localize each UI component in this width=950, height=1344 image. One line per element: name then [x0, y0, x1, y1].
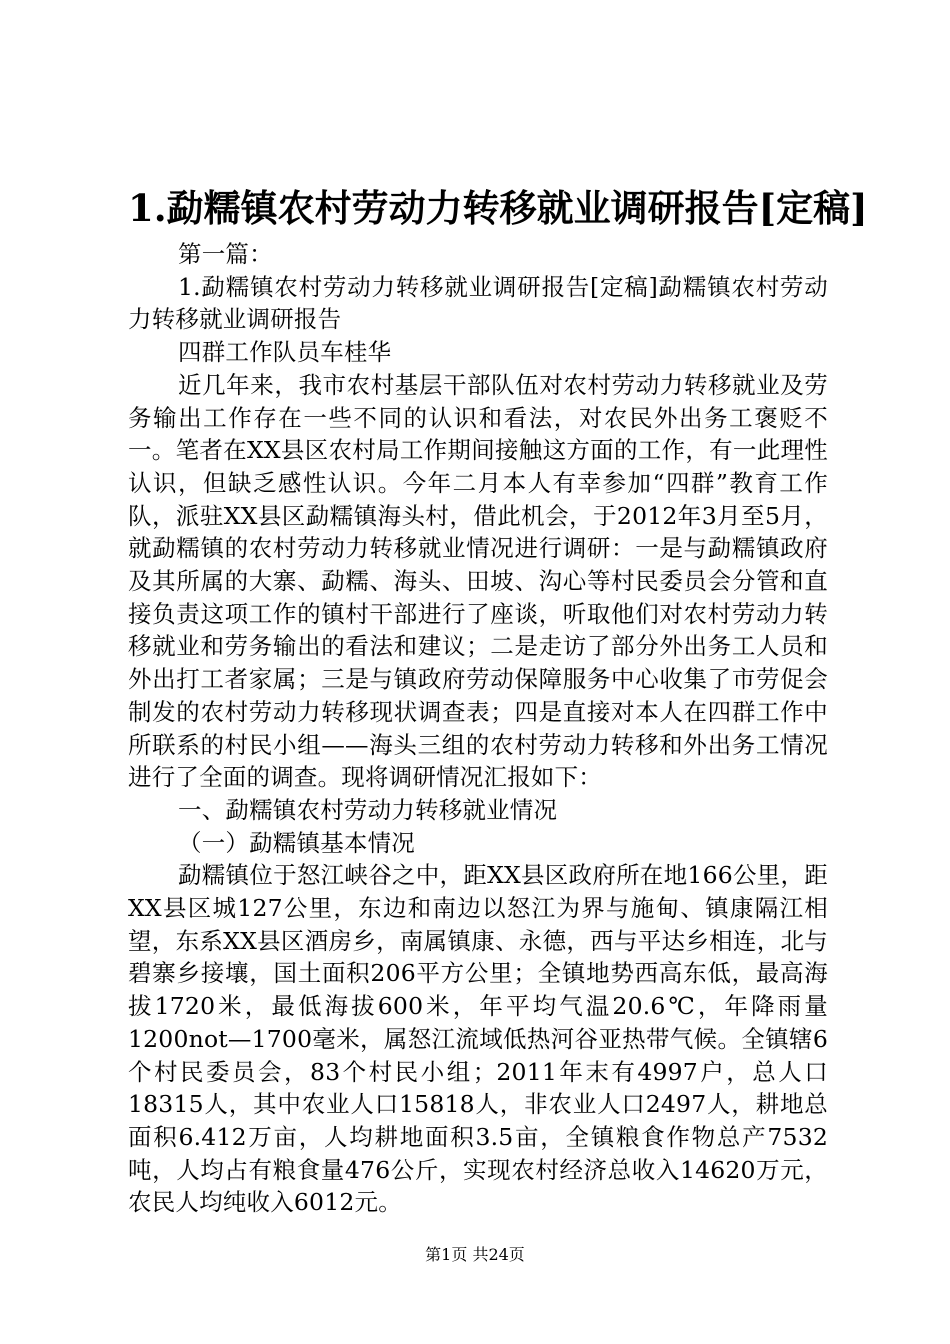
- document-body: [128, 238, 828, 1219]
- document-title: 1.勐糯镇农村劳动力转移就业调研报告[定稿]: [128, 186, 868, 230]
- report-subtitle: 1.勐糯镇农村劳动力转移就业调研报告[定稿]勐糯镇农村劳动力转移就业调研报告: [128, 272, 828, 334]
- page-footer: 第1页 共24页: [425, 1245, 525, 1264]
- basic-info-paragraph: 勐糯镇位于怒江峡谷之中，距XX县区政府所在地166公里，距XX县区城127公里，东边和南边以怒江为界与施甸、镇康隔江相望，东系XX县区酒房乡，南属镇康、永德，西与平达乡相连，北与碧寨乡接壤，国土面积206平方公里；全镇地势西高东低，最高海拔1720米，最低海拔600米，年平均气温20.6℃，年降雨量1200not—1700毫米，属怒江流域低热河谷亚热带气候。全镇辖6个村民委员会，83个村民小组；2011年末有4997户，总人口18315人，其中农业人口15818人，非农业人口2497人，耕地总面积6.412万亩，人均耕地面积3.5亩，全镇粮食作物总产7532吨，人均占有粮食量476公斤，实现农村经济总收入14620万元，农民人均纯收入6012元。: [128, 861, 828, 1217]
- section-heading-first: 第一篇：: [178, 240, 273, 268]
- author-line: 四群工作队员车桂华: [178, 338, 392, 367]
- intro-paragraph: 近几年来，我市农村基层干部队伍对农村劳动力转移就业及劳务输出工作存在一些不同的认识和看法，对农民外出务工褒贬不一。笔者在XX县区农村局工作期间接触这方面的工作，有一此理性认识，但缺乏感性认识。今年二月本人有幸参加“四群”教育工作队，派驻XX县区勐糯镇海头村，借此机会，于2012年3月至5月，就勐糯镇的农村劳动力转移就业情况进行调研：一是与勐糯镇政府及其所属的大寨、勐糯、海头、田坡、沟心等村民委员会分管和直接负责这项工作的镇村干部进行了座谈，听取他们对农村劳动力转移就业和劳务输出的看法和建议；二是走访了部分外出务工人员和外出打工者家属；三是与镇政府劳动保障服务中心收集了市劳促会制发的农村劳动力转移现状调查表；四是直接对本人在四群工作中所联系的村民小组——海头三组的农村劳动力转移和外出务工情况进行了全面的调查。现将调研情况汇报如下：: [128, 370, 828, 792]
- subsection-heading-basic-info: （一）勐糯镇基本情况: [178, 828, 415, 857]
- section-heading-one: 一、勐糯镇农村劳动力转移就业情况: [178, 795, 558, 824]
